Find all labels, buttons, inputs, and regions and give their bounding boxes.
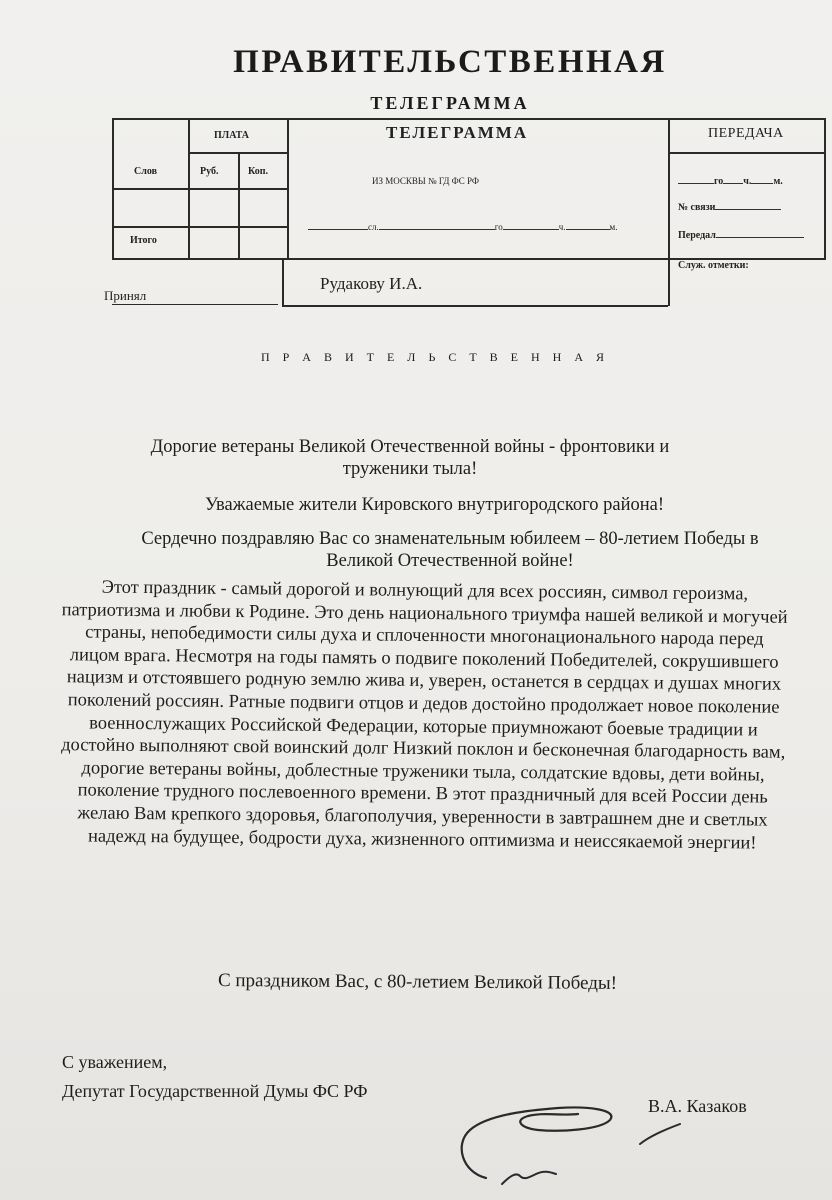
rub-label: Руб. <box>200 166 219 177</box>
sl-label: сл. <box>368 222 379 232</box>
origin-label: ИЗ МОСКВЫ № ГД ФС РФ <box>372 176 479 186</box>
go-label: го <box>494 222 503 232</box>
m-label: м. <box>609 222 618 232</box>
telegram-main-title: ПРАВИТЕЛЬСТВЕННАЯ <box>233 44 667 80</box>
ch-label: ч. <box>558 222 566 232</box>
peredacha-label: ПЕРЕДАЧА <box>708 126 784 141</box>
plata-label: ПЛАТА <box>214 130 249 141</box>
svyazi-label: № связи <box>678 202 716 213</box>
addressee: Рудакову И.А. <box>320 274 423 293</box>
telegram-form-title: ТЕЛЕГРАММА <box>386 123 529 142</box>
telegram-subtitle: ТЕЛЕГРАММА <box>370 93 530 113</box>
telegram-type-label: П Р А В И Т Е Л Ь С Т В Е Н Н А Я <box>260 350 610 364</box>
kop-label: Коп. <box>248 166 269 177</box>
prinyal-label: Принял <box>104 288 147 303</box>
congratulation-intro: Сердечно поздравляю Вас со знаменательным юбилеем – 80-летием Победы в Великой Отечественной войне! <box>141 529 759 571</box>
peredal-row <box>678 230 804 241</box>
sl-row <box>308 222 617 232</box>
otmetki-label: Служ. отметки: <box>678 260 749 271</box>
time-m-label: м. <box>773 176 783 187</box>
greeting-residents: Уважаемые жители Кировского внутригородского района! <box>205 495 665 515</box>
telegram-form <box>104 118 826 308</box>
final-greeting: С праздником Вас, с 80-летием Великой Победы! <box>217 970 618 994</box>
time-go-label: го <box>714 176 724 187</box>
closing-regards: С уважением, <box>62 1052 168 1072</box>
letter-body: Этот праздник - самый дорогой и волнующий для всех россиян, символ героизма, патриотизма и любви к Родине. Это день национального триумфа нашей великой и могучей страны, непобедимости силы духа и сплоченности многонационального народа перед лицом врага. Несмотря на годы память о подвиге поколений Победителей, сокрушившего нацизм и отстоявшего родную землю жива и, уверен, останется в сердцах и душах многих поколений россиян. Ратные подвиги отцов и дедов достойно продолжает новое поколение военнослужащих Российской Федерации, которые приумножают боевые традиции и достойно выполняют свой воинский долг Низкий поклон и бесконечная благодарность вам, дорогие ветераны войны, доблестные труженики тыла, солдатские вдовы, дети войны, поколение трудного послевоенного времени. В этот праздничный для всей России день желаю Вам крепкого здоровья, благополучия, уверенности в завтрашнем дне и светлых надежд на будущее, бодрости духа, жизненного оптимизма и неиссякаемой энергии! <box>61 577 788 854</box>
peredal-label: Передал <box>678 230 716 241</box>
time-ch-label: ч. <box>743 176 752 187</box>
itogo-label: Итого <box>130 235 157 246</box>
closing-block <box>62 1048 367 1106</box>
time-row <box>678 176 783 187</box>
handwritten-signature <box>440 1080 740 1200</box>
signer-name: В.А. Казаков <box>648 1096 747 1116</box>
svyazi-row <box>678 202 781 213</box>
slov-label: Слов <box>134 166 157 177</box>
greeting-veterans: Дорогие ветераны Великой Отечественной войны - фронтовики и труженики тыла! <box>150 437 670 479</box>
signer-title: Депутат Государственной Думы ФС РФ <box>62 1081 368 1101</box>
